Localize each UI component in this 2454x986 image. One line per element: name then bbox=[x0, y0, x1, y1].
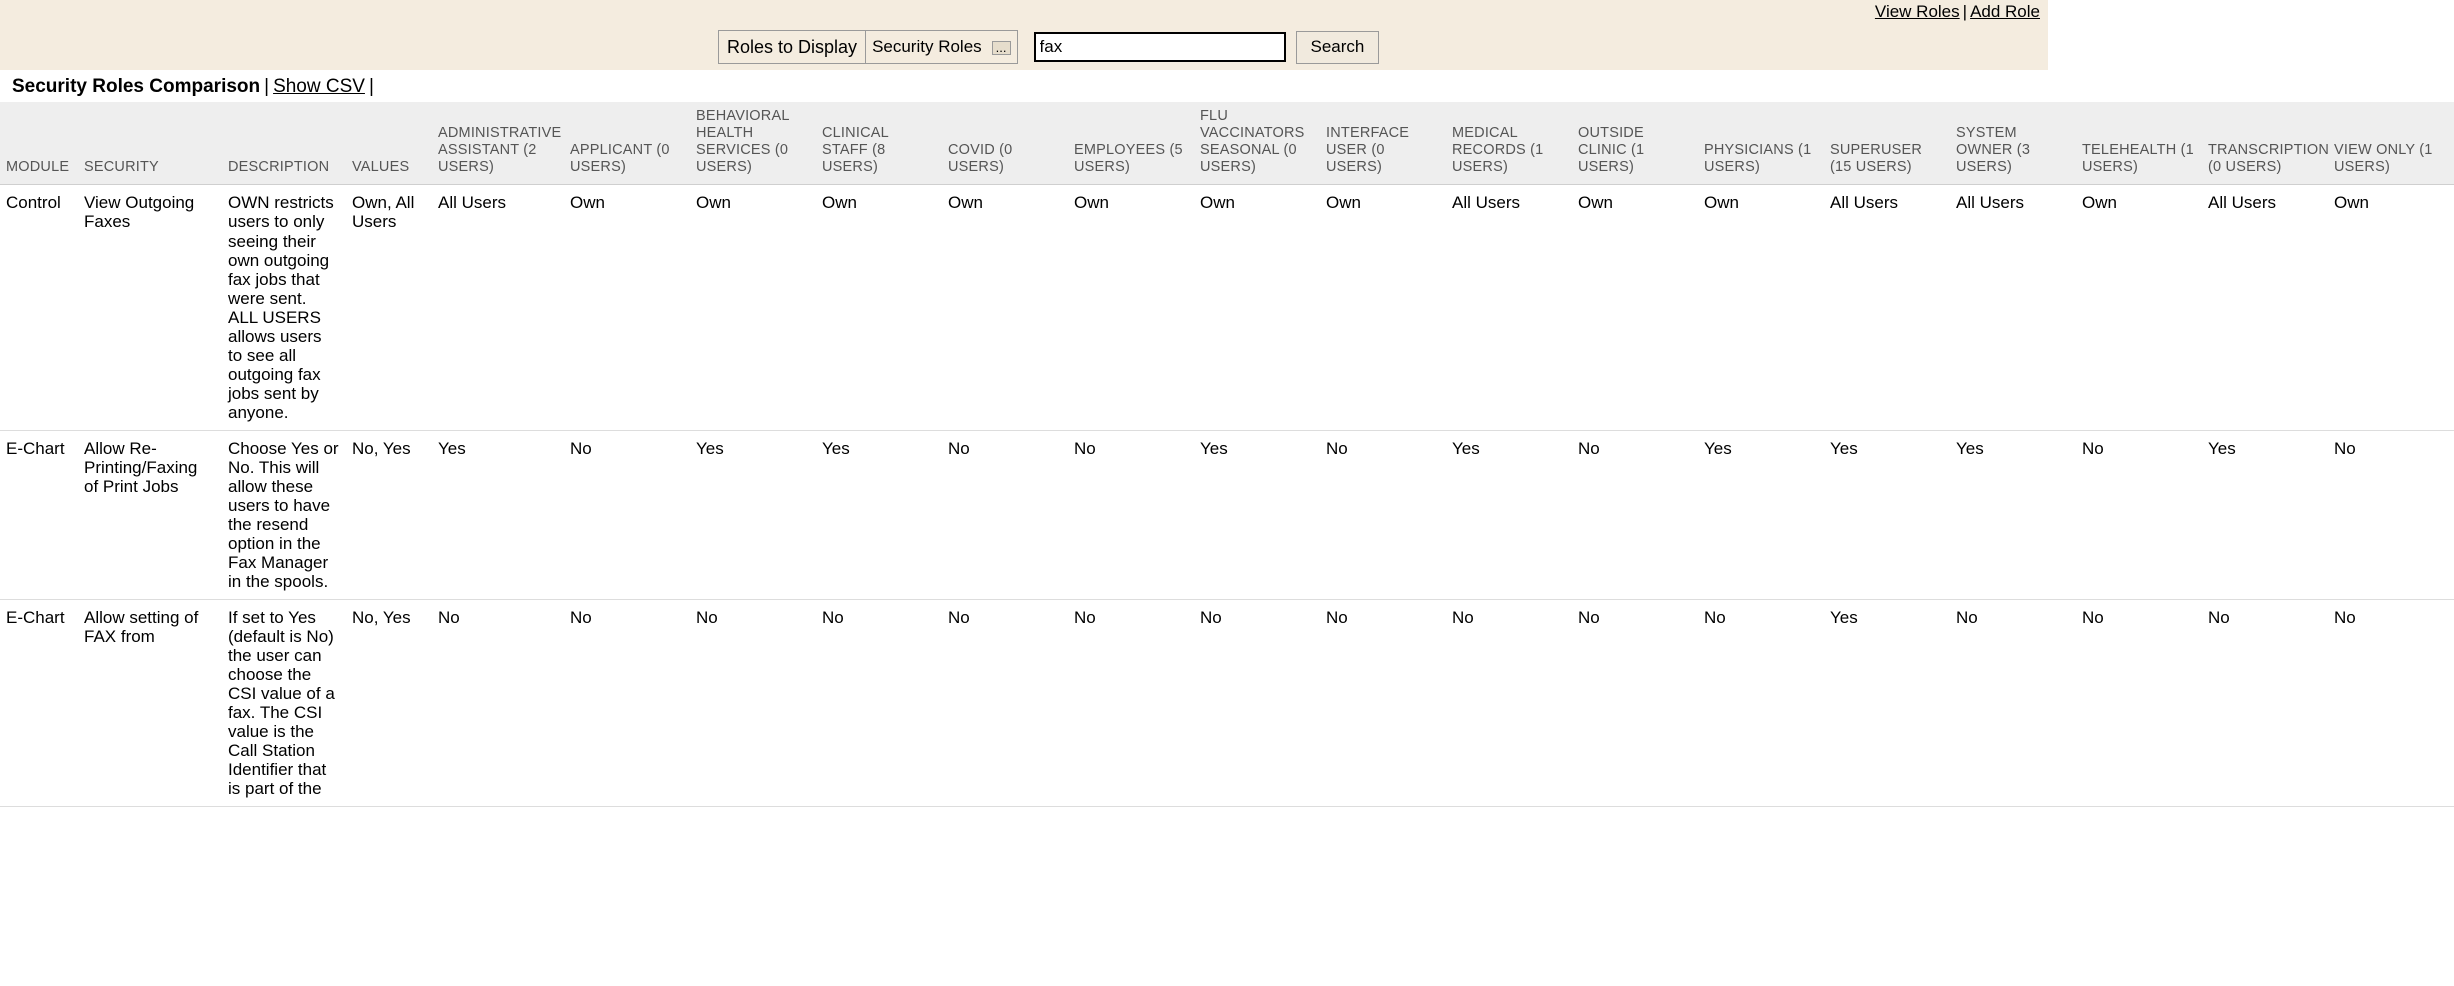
cell-module: Control bbox=[0, 185, 78, 430]
top-links bbox=[1875, 2, 2040, 22]
cell-role-view-only: Own bbox=[2328, 185, 2454, 430]
cell-role-behavioral-health-services: No bbox=[690, 600, 816, 807]
cell-role-superuser: Yes bbox=[1824, 430, 1950, 599]
cell-role-covid: No bbox=[942, 430, 1068, 599]
page-title: Security Roles Comparison bbox=[12, 76, 261, 97]
cell-role-system-owner: All Users bbox=[1950, 185, 2076, 430]
cell-role-administrative-assistant: All Users bbox=[432, 185, 564, 430]
cell-role-covid: Own bbox=[942, 185, 1068, 430]
cell-role-medical-records: Yes bbox=[1446, 430, 1572, 599]
column-header-description: DESCRIPTION bbox=[222, 102, 346, 185]
cell-role-employees: Own bbox=[1068, 185, 1194, 430]
cell-description: If set to Yes (default is No) the user can choose the CSI value of a fax. The CSI value is the Call Station Identifier that is part of the bbox=[222, 600, 346, 807]
roles-select-value: Security Roles bbox=[872, 37, 982, 56]
table-header-row bbox=[0, 102, 2454, 185]
column-header-employees: EMPLOYEES (5 USERS) bbox=[1068, 102, 1194, 185]
security-roles-comparison-table bbox=[0, 102, 2454, 807]
cell-role-applicant: No bbox=[564, 430, 690, 599]
cell-values: Own, All Users bbox=[346, 185, 432, 430]
column-header-behavioral-health-services: BEHAVIORAL HEALTH SERVICES (0 USERS) bbox=[690, 102, 816, 185]
cell-role-view-only: No bbox=[2328, 600, 2454, 807]
cell-role-behavioral-health-services: Yes bbox=[690, 430, 816, 599]
column-header-medical-records: MEDICAL RECORDS (1 USERS) bbox=[1446, 102, 1572, 185]
cell-role-physicians: Own bbox=[1698, 185, 1824, 430]
cell-role-physicians: Yes bbox=[1698, 430, 1824, 599]
cell-role-outside-clinic: No bbox=[1572, 600, 1698, 807]
show-csv-link[interactable]: Show CSV bbox=[273, 76, 365, 97]
cell-role-employees: No bbox=[1068, 600, 1194, 807]
column-header-view-only: VIEW ONLY (1 USERS) bbox=[2328, 102, 2454, 185]
column-header-covid: COVID (0 USERS) bbox=[942, 102, 1068, 185]
cell-role-superuser: All Users bbox=[1824, 185, 1950, 430]
cell-description: OWN restricts users to only seeing their own outgoing fax jobs that were sent. ALL USERS allows users to see all outgoing fax jobs sent by anyone. bbox=[222, 185, 346, 430]
cell-role-medical-records: All Users bbox=[1446, 185, 1572, 430]
column-header-clinical-staff: CLINICAL STAFF (8 USERS) bbox=[816, 102, 942, 185]
cell-role-covid: No bbox=[942, 600, 1068, 807]
search-button[interactable]: Search bbox=[1296, 31, 1380, 64]
view-roles-link[interactable]: View Roles bbox=[1874, 2, 1960, 21]
cell-role-employees: No bbox=[1068, 430, 1194, 599]
top-bar bbox=[0, 0, 2048, 70]
column-header-system-owner: SYSTEM OWNER (3 USERS) bbox=[1950, 102, 2076, 185]
cell-role-flu-vaccinators-seasonal: No bbox=[1194, 600, 1320, 807]
column-header-outside-clinic: OUTSIDE CLINIC (1 USERS) bbox=[1572, 102, 1698, 185]
cell-role-interface-user: No bbox=[1320, 430, 1446, 599]
cell-role-medical-records: No bbox=[1446, 600, 1572, 807]
column-header-physicians: PHYSICIANS (1 USERS) bbox=[1698, 102, 1824, 185]
cell-role-system-owner: Yes bbox=[1950, 430, 2076, 599]
cell-role-transcription: No bbox=[2202, 600, 2328, 807]
column-header-superuser: SUPERUSER (15 USERS) bbox=[1824, 102, 1950, 185]
cell-role-transcription: Yes bbox=[2202, 430, 2328, 599]
search-toolbar bbox=[718, 30, 1379, 64]
page-title-line bbox=[0, 70, 2048, 102]
cell-role-flu-vaccinators-seasonal: Own bbox=[1194, 185, 1320, 430]
cell-description: Choose Yes or No. This will allow these users to have the resend option in the Fax Manager in the spools. bbox=[222, 430, 346, 599]
cell-role-outside-clinic: Own bbox=[1572, 185, 1698, 430]
cell-role-clinical-staff: Yes bbox=[816, 430, 942, 599]
cell-role-telehealth: Own bbox=[2076, 185, 2202, 430]
table-row bbox=[0, 185, 2454, 430]
cell-role-behavioral-health-services: Own bbox=[690, 185, 816, 430]
cell-module: E-Chart bbox=[0, 430, 78, 599]
cell-role-physicians: No bbox=[1698, 600, 1824, 807]
cell-role-applicant: Own bbox=[564, 185, 690, 430]
column-header-transcription: TRANSCRIPTION (0 USERS) bbox=[2202, 102, 2328, 185]
search-input[interactable] bbox=[1034, 32, 1286, 62]
column-header-security: SECURITY bbox=[78, 102, 222, 185]
column-header-flu-vaccinators-seasonal: FLU VACCINATORS SEASONAL (0 USERS) bbox=[1194, 102, 1320, 185]
column-header-values: VALUES bbox=[346, 102, 432, 185]
table-head bbox=[0, 102, 2454, 185]
cell-security: View Outgoing Faxes bbox=[78, 185, 222, 430]
column-header-interface-user: INTERFACE USER (0 USERS) bbox=[1320, 102, 1446, 185]
roles-to-display-select[interactable] bbox=[866, 30, 1017, 64]
cell-role-system-owner: No bbox=[1950, 600, 2076, 807]
cell-role-view-only: No bbox=[2328, 430, 2454, 599]
column-header-module: MODULE bbox=[0, 102, 78, 185]
title-separator-1: | bbox=[264, 76, 270, 97]
cell-module: E-Chart bbox=[0, 600, 78, 807]
cell-role-transcription: All Users bbox=[2202, 185, 2328, 430]
cell-role-flu-vaccinators-seasonal: Yes bbox=[1194, 430, 1320, 599]
add-role-link[interactable]: Add Role bbox=[1970, 2, 2040, 21]
column-header-applicant: APPLICANT (0 USERS) bbox=[564, 102, 690, 185]
cell-security: Allow setting of FAX from bbox=[78, 600, 222, 807]
title-separator-2: | bbox=[368, 76, 374, 97]
cell-role-interface-user: No bbox=[1320, 600, 1446, 807]
table-body bbox=[0, 185, 2454, 807]
cell-security: Allow Re-Printing/Faxing of Print Jobs bbox=[78, 430, 222, 599]
column-header-telehealth: TELEHEALTH (1 USERS) bbox=[2076, 102, 2202, 185]
cell-role-telehealth: No bbox=[2076, 430, 2202, 599]
cell-role-administrative-assistant: No bbox=[432, 600, 564, 807]
roles-to-display-label: Roles to Display bbox=[718, 30, 866, 64]
column-header-administrative-assistant: ADMINISTRATIVE ASSISTANT (2 USERS) bbox=[432, 102, 564, 185]
ellipsis-icon[interactable]: ... bbox=[992, 41, 1011, 55]
cell-role-outside-clinic: No bbox=[1572, 430, 1698, 599]
table-row bbox=[0, 600, 2454, 807]
cell-role-clinical-staff: Own bbox=[816, 185, 942, 430]
top-links-separator: | bbox=[1962, 2, 1968, 21]
cell-role-interface-user: Own bbox=[1320, 185, 1446, 430]
cell-values: No, Yes bbox=[346, 430, 432, 599]
cell-role-administrative-assistant: Yes bbox=[432, 430, 564, 599]
cell-values: No, Yes bbox=[346, 600, 432, 807]
table-row bbox=[0, 430, 2454, 599]
cell-role-telehealth: No bbox=[2076, 600, 2202, 807]
cell-role-superuser: Yes bbox=[1824, 600, 1950, 807]
cell-role-applicant: No bbox=[564, 600, 690, 807]
cell-role-clinical-staff: No bbox=[816, 600, 942, 807]
